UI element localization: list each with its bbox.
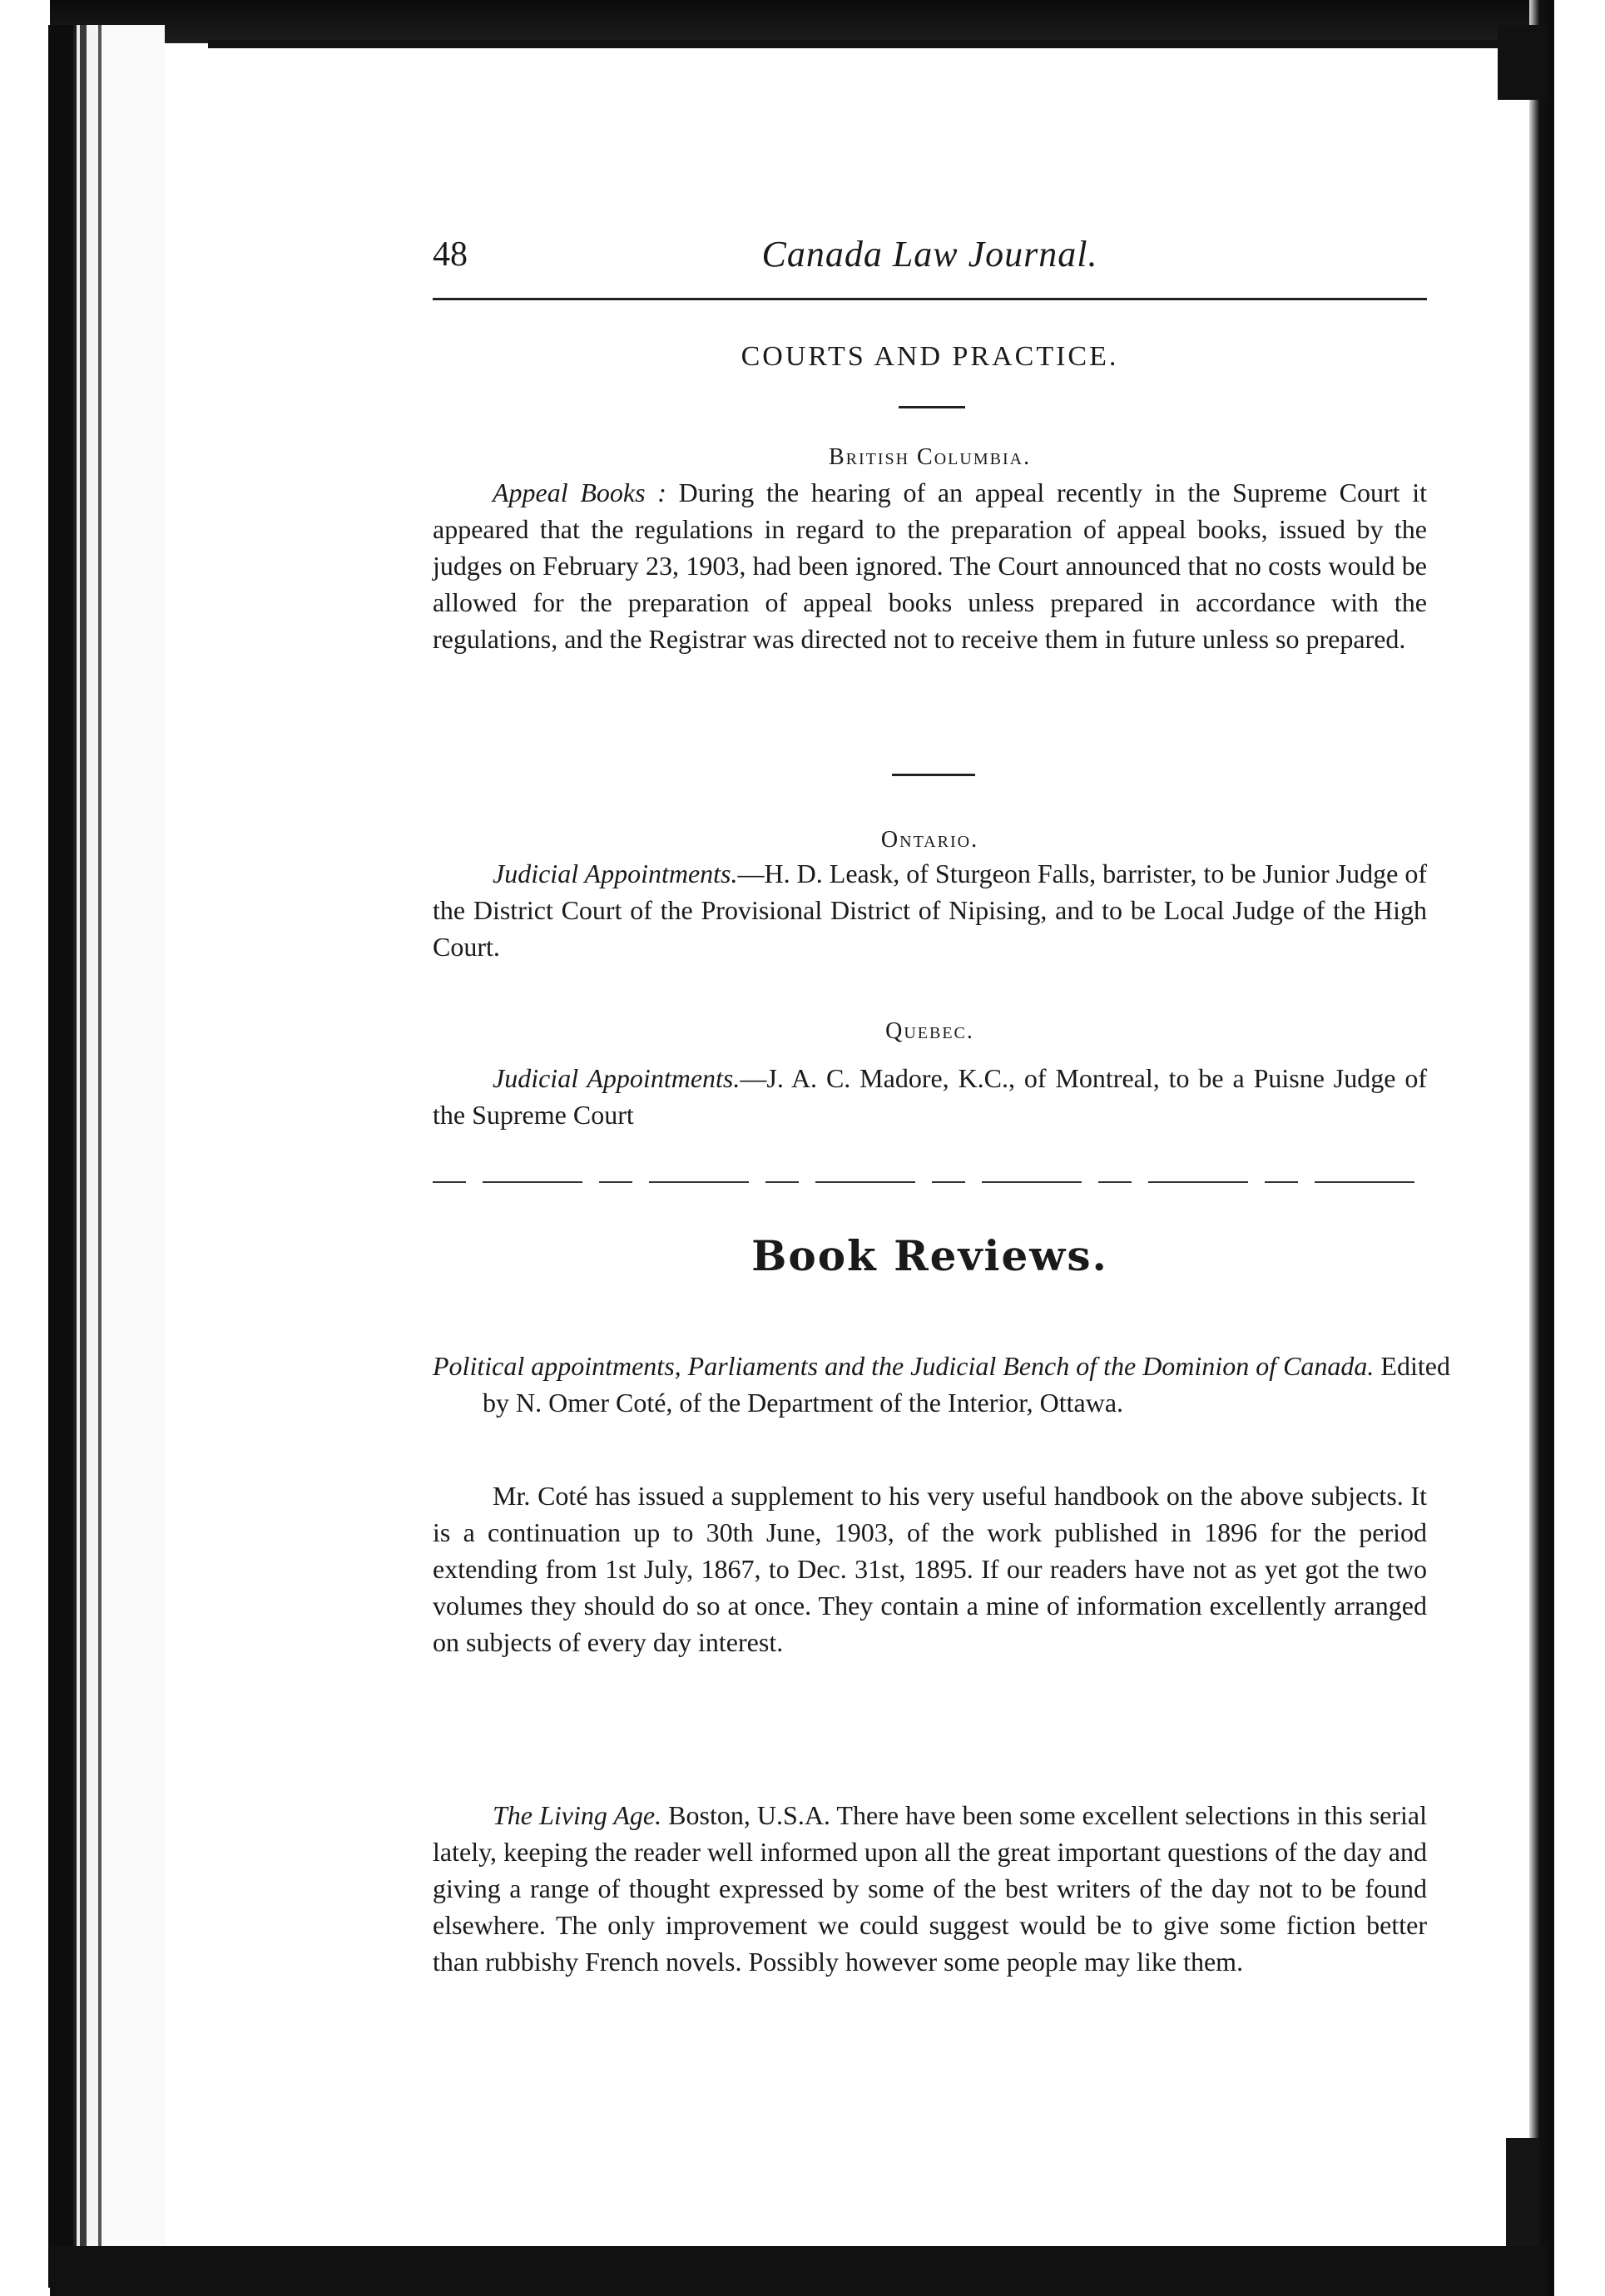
- review-living-age: [433, 1797, 1427, 1980]
- divider: [892, 774, 975, 776]
- book-reviews-title: Book Reviews.: [751, 1231, 1108, 1280]
- paragraph-lead: Judicial Appointments.: [493, 859, 738, 888]
- subhead-ontario: Ontario.: [880, 827, 979, 853]
- paragraph-lead: Appeal Books :: [493, 478, 666, 507]
- paragraph-text: —H. D. Leask, of Sturgeon Falls, barrister, to be Junior Judge of the District Court of the Provisional District of Nipising, and to be Local Judge of the High Court.: [433, 859, 1428, 962]
- divider: [899, 406, 965, 408]
- scan-frame-bottom: [50, 2246, 1548, 2296]
- paragraph-quebec: [433, 1060, 1427, 1133]
- review-body: Mr. Coté has issued a supplement to his very useful handbook on the above subjects. It is a continuation up to 30th June, 1903, of the work published in 1896 for the period extending from 1st July, 1867, to Dec. 31st, 1895. If our readers have not as yet got the two volumes they should do so at once. They contain a mine of information excellently arranged on subjects of every day interest.: [433, 1481, 1427, 1657]
- citation-title: The Living Age.: [493, 1800, 662, 1830]
- page-number: 48: [433, 235, 468, 274]
- citation-details: Edited by N. Omer Coté, of the Department of the Interior, Ottawa.: [483, 1351, 1450, 1418]
- subhead-quebec: Quebec.: [885, 1018, 974, 1044]
- review-text: Boston, U.S.A. There have been some excellent selections in this serial lately, keeping the reader well informed upon all the great important questions of the day and giving a range of thought expressed by some of the best writers of the day not to be found elsewhere. The only improvement we could suggest would be to give some fiction better than rubbishy French novels. Possibly however some people may like them.: [433, 1800, 1428, 1977]
- journal-title: Canada Law Journal.: [761, 234, 1098, 275]
- scan-frame-corner: [1506, 2138, 1539, 2254]
- running-head: [433, 225, 1427, 291]
- scan-frame-corner: [1498, 25, 1548, 100]
- citation-title: Political appointments, Parliaments and the Judicial Bench of the Dominion of Canada.: [433, 1351, 1375, 1381]
- paragraph-ontario: [433, 855, 1427, 965]
- paragraph-lead: Judicial Appointments.: [493, 1063, 741, 1093]
- paragraph-british-columbia: [433, 474, 1427, 657]
- paragraph-text: —J. A. C. Madore, K.C., of Montreal, to be a Puisne Judge of the Supreme Court: [433, 1063, 1428, 1130]
- section-separator: [433, 1181, 1427, 1183]
- section-title: COURTS AND PRACTICE.: [741, 341, 1119, 372]
- scan-frame-left: [48, 25, 165, 2288]
- paragraph-text: During the hearing of an appeal recently in the Supreme Court it appeared that the regulations in regard to the preparation of appeal books, issued by the judges on February 23, 1903, had been ignored. The Court announced that no costs would be allowed for the preparation of appeal books unless prepared in accordance with the regulations, and the Registrar was directed not to receive them in future unless so prepared.: [433, 478, 1428, 654]
- header-rule: [433, 298, 1427, 300]
- review-citation: [433, 1348, 1477, 1421]
- scan-frame-top: [50, 0, 1548, 43]
- scan-frame-right: [1529, 0, 1554, 2296]
- subhead-british-columbia: British Columbia.: [828, 444, 1032, 470]
